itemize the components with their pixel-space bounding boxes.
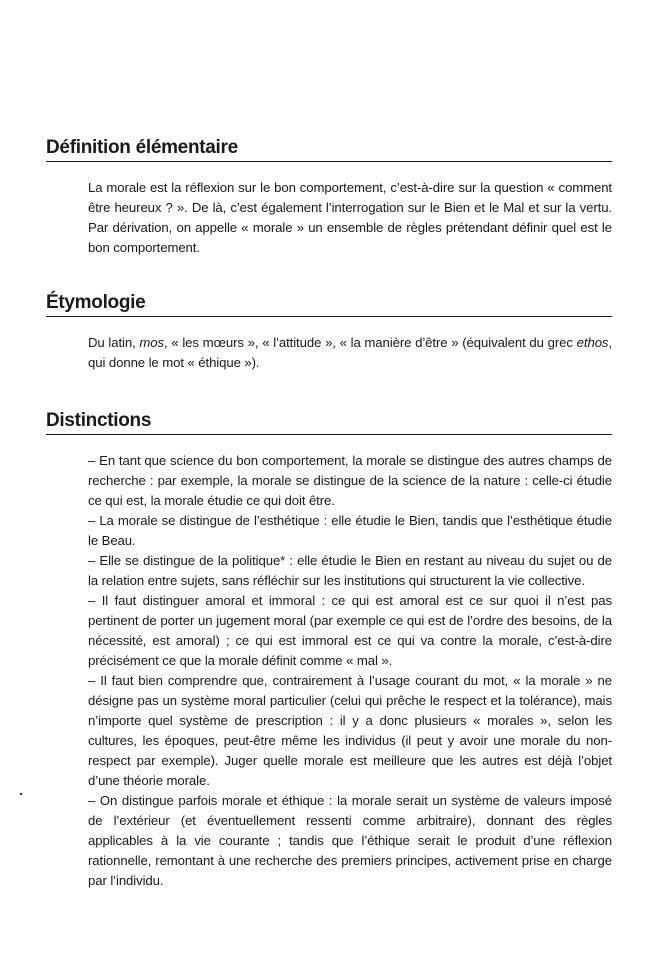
etymology-term-mos: mos — [139, 335, 165, 350]
section-distinctions — [46, 410, 612, 891]
distinction-item: – Il faut bien comprendre que, contrairement à l’usage courant du mot, « la morale » ne désigne pas un système moral particulier (celui qui prêche le respect et la tolérance), mais n’importe quel système de prescription : il y a donc plusieurs « morales », selon les cultures, les époques, peut-être même les individus (il peut y avoir une morale du non-respect par exemple). Juger quelle morale est meilleure que les autres est déjà l’objet d’une théorie morale. — [88, 673, 612, 788]
distinction-item: – La morale se distingue de l’esthétique : elle étudie le Bien, tandis que l’esthétique étudie le Beau. — [88, 513, 612, 548]
section-title-distinctions: Distinctions — [46, 410, 612, 435]
section-etymology — [46, 292, 612, 373]
distinction-item: – En tant que science du bon comportement, la morale se distingue des autres champs de recherche : par exemple, la morale se distingue de la science de la nature : celle-ci étudie ce qui est, la morale étudie ce qui doit être. — [88, 453, 612, 508]
etymology-text-2: , « les mœurs », « l’attitude », « la manière d’être » (équivalent du grec — [164, 335, 577, 350]
distinction-item: – Il faut distinguer amoral et immoral : ce qui est amoral est ce sur quoi il n’est pas pertinent de porter un jugement moral (par exemple ce qui est de l’ordre des besoins, de la nécessité, est amoral) ; ce qui est immoral est ce qui va contre la morale, c’est-à-dire précisément ce que la morale définit comme « mal ». — [88, 593, 612, 668]
section-title-definition: Définition élémentaire — [46, 137, 612, 162]
distinction-item: – On distingue parfois morale et éthique : la morale serait un système de valeurs imposé de l’extérieur (et éventuellement ressenti comme arbitraire), donnant des règles applicables à la vie courante ; tandis que l’éthique serait le produit d’une réflexion rationnelle, remontant à une recherche des premiers principes, activement prise en charge par l’individu. — [88, 793, 612, 888]
section-definition — [46, 137, 612, 258]
etymology-text-1: Du latin, — [88, 335, 140, 350]
etymology-term-ethos: ethos — [576, 335, 609, 350]
etymology-paragraph — [88, 333, 612, 373]
section-title-etymology: Étymologie — [46, 292, 612, 317]
definition-paragraph: La morale est la réflexion sur le bon comportement, c’est-à-dire sur la question « comment être heureux ? ». De là, c’est également l’interrogation sur le Bien et le Mal et sur la vertu. Par dérivation, on appelle « morale » un ensemble de règles prétendant définir quel est le bon comportement. — [88, 180, 612, 255]
section-body-etymology — [88, 333, 612, 373]
section-body-distinctions — [88, 451, 612, 891]
section-body-definition — [88, 178, 612, 258]
margin-dot — [20, 793, 22, 795]
etymology-text-3: , qui donne le mot « éthique »). — [88, 335, 612, 370]
distinction-item: – Elle se distingue de la politique* : elle étudie le Bien en restant au niveau du sujet ou de la relation entre sujets, sans réfléchir sur les institutions qui structurent la vie collective. — [88, 553, 612, 588]
